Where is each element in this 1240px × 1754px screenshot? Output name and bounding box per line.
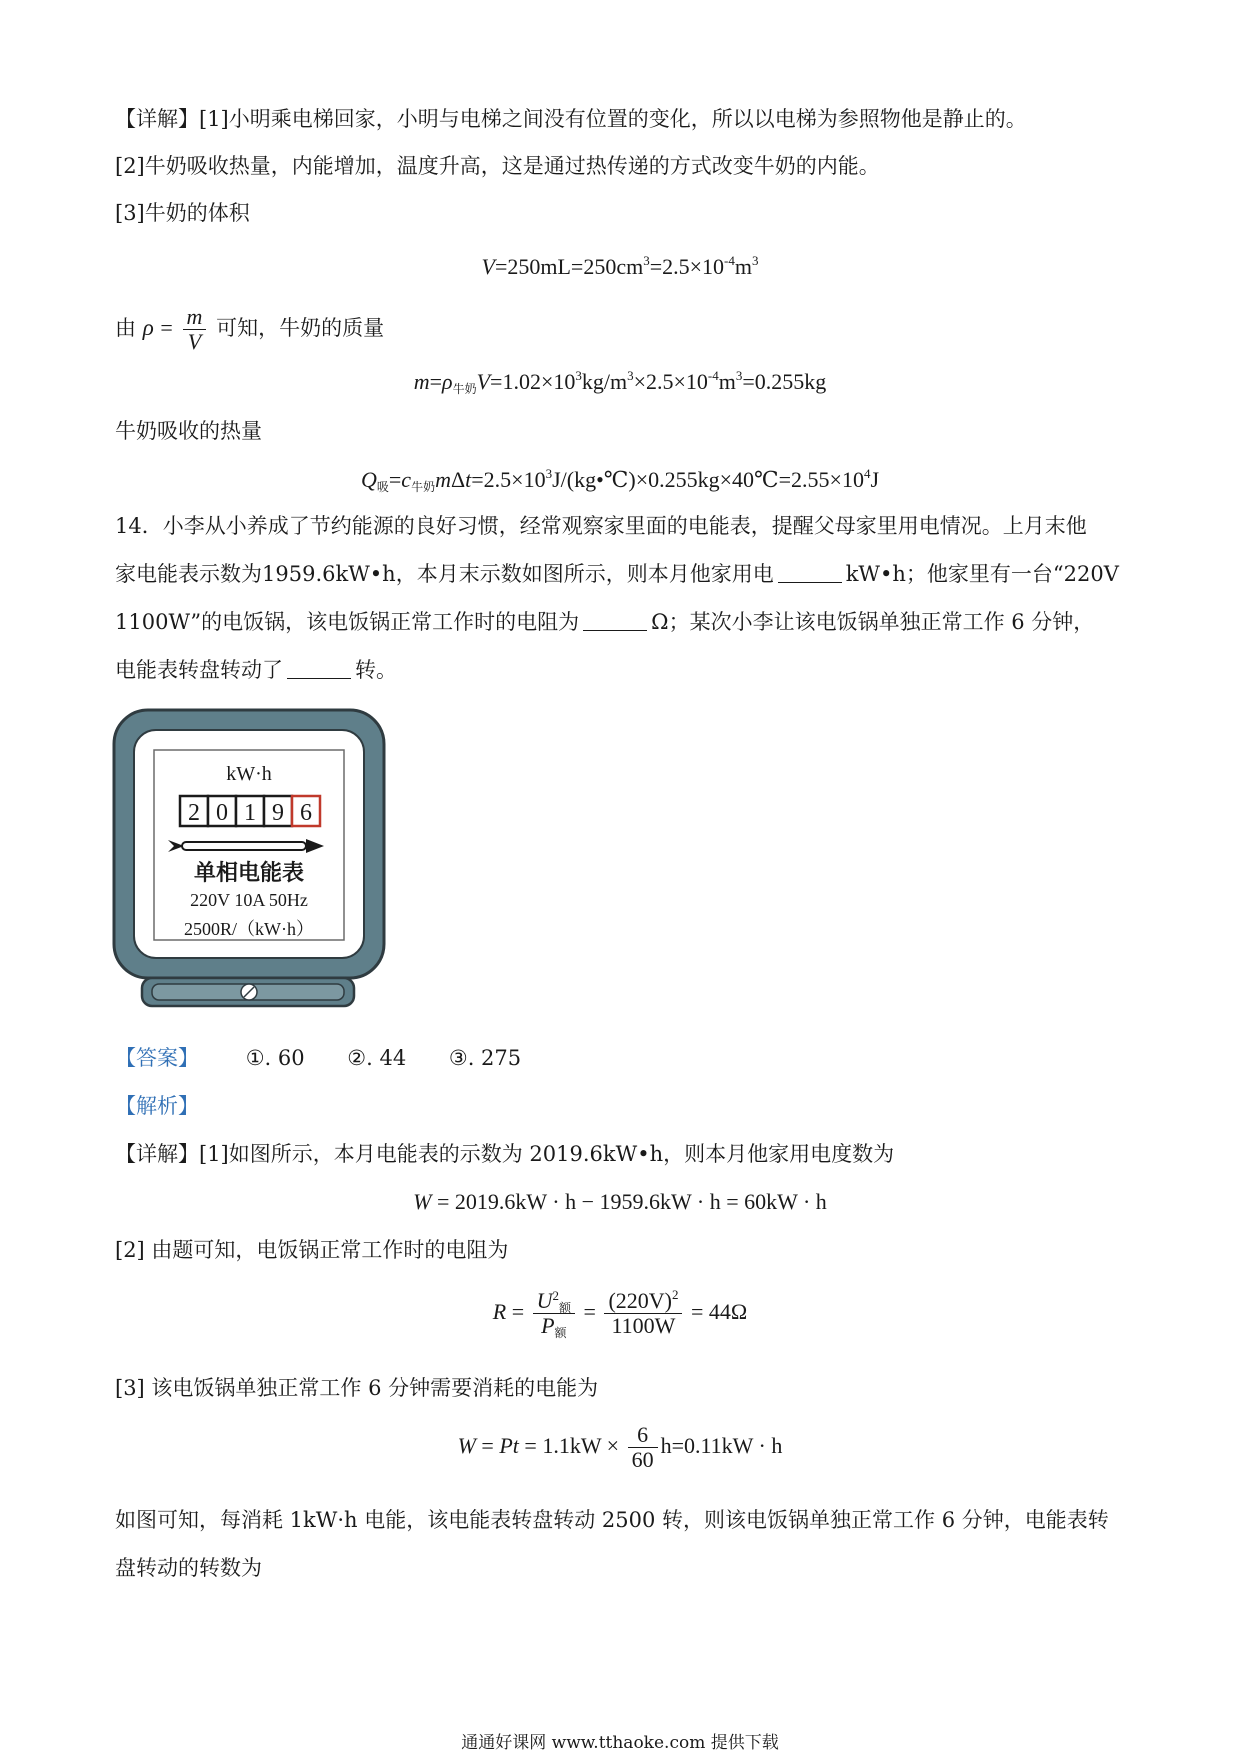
screw-icon: [241, 984, 257, 1000]
answer-blank: [583, 608, 647, 631]
equation-volume: $V=250mL=250cm^3=2.5\times 10^{-4}m^3$: [481, 253, 759, 279]
detail-paragraph: 如图可知，每消耗 1kW·h 电能，该电能表转盘转动 2500 转，则该电饭锅单独正常工作 6 分钟，电能表转: [115, 1508, 1109, 1532]
equation-heat: $Q_吸=c_{牛奶}m\Delta t=2.5\times 10^3J/(kg•℃)\times 0.255kg\times 40℃=2.55\times 10^4J$: [360, 466, 880, 494]
detail-paragraph: 【详解】[1]小明乘电梯回家，小明与电梯之间没有位置的变化，所以以电梯为参照物他是静止的。: [115, 107, 1027, 131]
detail-paragraph: [2] 由题可知，电饭锅正常工作时的电阻为: [115, 1238, 509, 1262]
detail-paragraph: [3]牛奶的体积: [115, 201, 250, 225]
question-line: 家电能表示数为1959.6kW•h，本月末示数如图所示，则本月他家用电 kW•h；他家里有一台“220V: [115, 562, 1119, 586]
question-line: 1100W”的电饭锅，该电饭锅正常工作时的电阻为 Ω；某次小李让该电饭锅单独正常工作 6 分钟，: [115, 610, 1095, 634]
meter-digit: 6: [300, 800, 312, 826]
meter-constant: 2500R/（kW·h）: [184, 919, 314, 939]
question-line: 电能表转盘转动了 转。: [115, 658, 397, 682]
meter-digit: 2: [188, 800, 200, 826]
detail-paragraph: [2]牛奶吸收热量，内能增加，温度升高，这是通过热传递的方式改变牛奶的内能。: [115, 154, 880, 178]
meter-digits: [180, 796, 320, 826]
detail-paragraph: 盘转动的转数为: [115, 1556, 262, 1580]
equation-mass: $m=\rho_{牛奶}V=1.02\times 10^3kg/m^3\times 2.5\times 10^{-4}m^3=0.255kg$: [413, 368, 827, 396]
answer-label: 【答案】: [115, 1046, 199, 1070]
electric-meter-illustration: [112, 708, 392, 1010]
answer-line: 【答案】 ①. 60 ②. 44 ③. 275: [115, 1046, 522, 1070]
equation-work: W = Pt = 1.1kW × $\frac{6}{60}$ h=0.11kW · h: [457, 1422, 783, 1473]
detail-paragraph: [3] 该电饭锅单独正常工作 6 分钟需要消耗的电能为: [115, 1376, 599, 1400]
equation-resistance: R = $\frac{U^2_额}{P_额}$ = $\frac{(220V)^2}{1100W}$ = 44Ω: [492, 1287, 748, 1341]
meter-unit-label: kW·h: [226, 763, 272, 785]
equation-energy: W = 2019.6kW · h − 1959.6kW · h = 60kW · h: [413, 1189, 827, 1214]
detail-paragraph: 牛奶吸收的热量: [115, 419, 262, 443]
meter-digit: 1: [244, 800, 256, 826]
analysis-label: 【解析】: [115, 1094, 199, 1118]
answer-blank: [287, 656, 351, 679]
density-sentence: 由 ρ = $\frac{m}{V}$ 可知，牛奶的质量: [115, 304, 385, 354]
meter-spec: 220V 10A 50Hz: [190, 890, 308, 910]
answer-blank: [778, 560, 842, 583]
meter-digit: 0: [216, 800, 228, 826]
page-footer: 通通好课网 www.tthaoke.com 提供下载: [461, 1733, 779, 1753]
meter-name: 单相电能表: [193, 861, 305, 886]
meter-digit: 9: [272, 800, 284, 826]
meter-arrow-icon: [168, 839, 324, 853]
density-fraction: $\frac{m}{V}$: [183, 305, 207, 354]
question-line: 14．小李从小养成了节约能源的良好习惯，经常观察家里面的电能表，提醒父母家里用电情况。上月末他: [115, 514, 1087, 538]
detail-paragraph: 【详解】[1]如图所示，本月电能表的示数为 2019.6kW•h，则本月他家用电度数为: [115, 1142, 895, 1166]
